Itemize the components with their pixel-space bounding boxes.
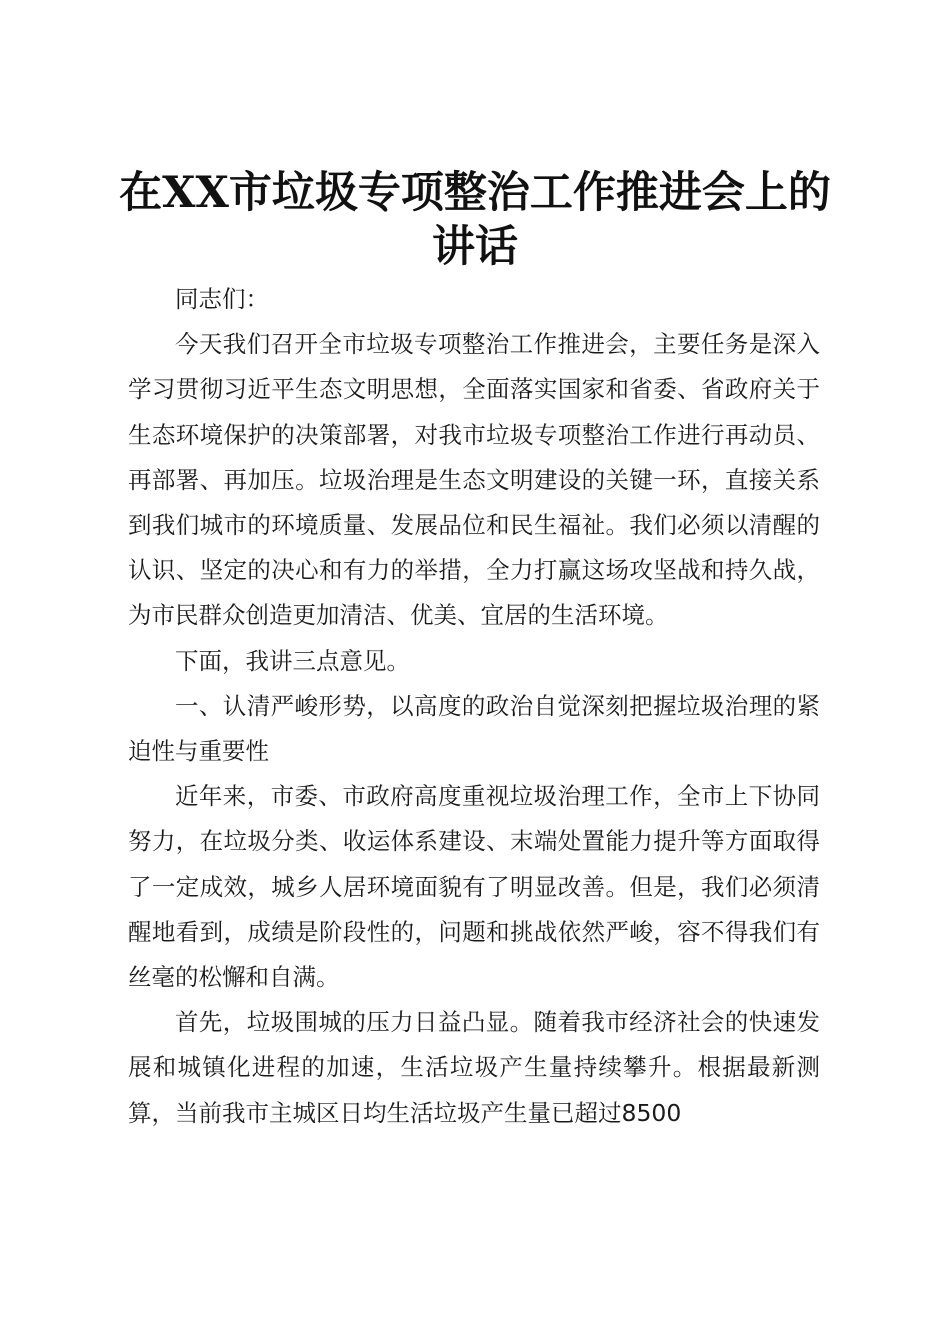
paragraph-intro: 今天我们召开全市垃圾专项整治工作推进会，主要任务是深入学习贯彻习近平生态文明思想，全面落实国家和省委、省政府关于生态环境保护的决策部署，对我市垃圾专项整治工作进行再动员、再部署、再加压。垃圾治理是生态文明建设的关键一环，直接关系到我们城市的环境质量、发展品位和民生福祉。我们必须以清醒的认识、坚定的决心和有力的举措，全力打赢这场攻坚战和持久战，为市民群众创造更加清洁、优美、宜居的生活环境。 (128, 330, 820, 630)
paragraph-pressure: 首先，垃圾围城的压力日益凸显。随着我市经济社会的快速发展和城镇化进程的加速，生活垃圾产生量持续攀升。根据最新测算，当前我市主城区日均生活垃圾产生量已超过8500 (128, 1008, 820, 1127)
section-heading-1: 一、认清严峻形势，以高度的政治自觉深刻把握垃圾治理的紧迫性与重要性 (128, 691, 820, 766)
document-title: 在XX市垃圾专项整治工作推进会上的讲话 (119, 168, 831, 272)
salutation: 同志们： (175, 285, 269, 313)
paragraph-outline: 下面，我讲三点意见。 (175, 646, 410, 675)
document-body (128, 277, 820, 1136)
paragraph-progress: 近年来，市委、市政府高度重视垃圾治理工作，全市上下协同努力，在垃圾分类、收运体系建设、末端处置能力提升等方面取得了一定成效，城乡人居环境面貌有了明显改善。但是，我们必须清醒地看到，成绩是阶段性的，问题和挑战依然严峻，容不得我们有丝毫的松懈和自满。 (128, 782, 820, 992)
